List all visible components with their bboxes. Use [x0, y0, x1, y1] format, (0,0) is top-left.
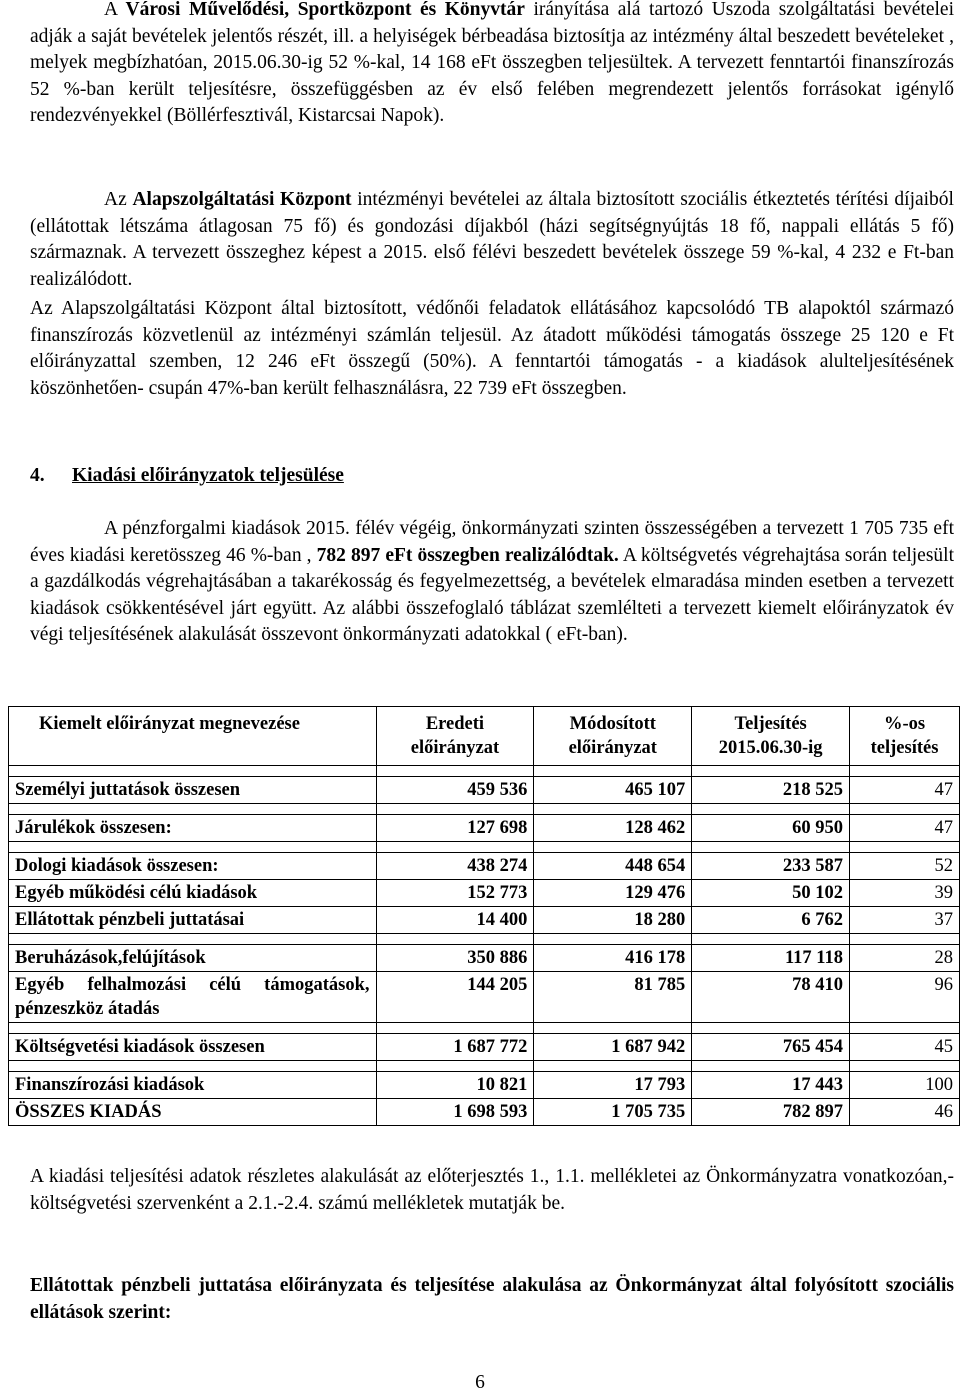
row-actual: 6 762: [692, 907, 850, 934]
institution-name: Alapszolgáltatási Központ: [132, 189, 352, 210]
row-original: 10 821: [376, 1072, 534, 1099]
row-modified: 17 793: [534, 1072, 692, 1099]
spacer-row: [9, 804, 960, 815]
header-percent: %-os teljesítés: [850, 707, 960, 766]
row-original: 459 536: [376, 777, 534, 804]
header-original: Eredeti előirányzat: [376, 707, 534, 766]
row-name: Egyéb működési célú kiadások: [9, 880, 377, 907]
header-name: Kiemelt előirányzat megnevezése: [9, 707, 377, 766]
row-name: Járulékok összesen:: [9, 815, 377, 842]
row-percent: 96: [850, 972, 960, 1023]
row-percent: 47: [850, 777, 960, 804]
section-number: 4.: [30, 465, 45, 486]
row-percent: 46: [850, 1099, 960, 1126]
table-row: [9, 777, 960, 804]
spacer-row: [9, 934, 960, 945]
spacer-row: [9, 1023, 960, 1034]
row-percent: 39: [850, 880, 960, 907]
row-name: Személyi juttatások összesen: [9, 777, 377, 804]
section-title: Kiadási előirányzatok teljesülése: [72, 465, 344, 486]
table-header-row: [9, 707, 960, 766]
row-percent: 28: [850, 945, 960, 972]
row-original: 152 773: [376, 880, 534, 907]
row-actual: 765 454: [692, 1034, 850, 1061]
row-original: 438 274: [376, 853, 534, 880]
table-row: [9, 1072, 960, 1099]
row-name: ÖSSZES KIADÁS: [9, 1099, 377, 1126]
table-row-total: [9, 1099, 960, 1126]
table-row: [9, 880, 960, 907]
table-row: [9, 972, 960, 1023]
row-modified: 448 654: [534, 853, 692, 880]
row-original: 1 687 772: [376, 1034, 534, 1061]
spacer-row: [9, 766, 960, 777]
spacer-row: [9, 1061, 960, 1072]
row-modified: 416 178: [534, 945, 692, 972]
paragraph-uszoda: A Városi Művelődési, Sportközpont és Könyvtár irányítása alá tartozó Uszoda szolgáltatási bevételei adják a saját bevételek jelentős részét, ill. a helyiségek bérbeadása biztosítja az intézmény által beszedett bevételeket , melyek megbízhatóan, 2015.06.30-ig 52 %-kal, 14 168 eFt összegben teljesültek. A tervezett fenntartói finanszírozás 52 %-ban került teljesítésre, összefüggésben az év első felében megrendezett jelentős forrásokat igénylő rendezvényekkel (Böllérfesztivál, Kistarcsai Napok).: [30, 0, 954, 126]
realized-amount: 782 897 eFt összegben realizálódtak.: [316, 544, 619, 566]
row-percent: 52: [850, 853, 960, 880]
row-modified: 1 687 942: [534, 1034, 692, 1061]
row-modified: 128 462: [534, 815, 692, 842]
row-actual: 50 102: [692, 880, 850, 907]
table-row: [9, 815, 960, 842]
row-actual: 782 897: [692, 1099, 850, 1126]
row-modified: 81 785: [534, 972, 692, 1023]
section-heading: [30, 463, 344, 489]
page-number: 6: [475, 1372, 485, 1393]
row-name: Finanszírozási kiadások: [9, 1072, 377, 1099]
row-original: 1 698 593: [376, 1099, 534, 1126]
table-row: [9, 853, 960, 880]
row-original: 350 886: [376, 945, 534, 972]
row-original: 144 205: [376, 972, 534, 1023]
row-modified: 18 280: [534, 907, 692, 934]
row-name: Költségvetési kiadások összesen: [9, 1034, 377, 1061]
row-name: Ellátottak pénzbeli juttatásai: [9, 907, 377, 934]
row-original: 127 698: [376, 815, 534, 842]
row-percent: 37: [850, 907, 960, 934]
table-row: [9, 945, 960, 972]
row-actual: 60 950: [692, 815, 850, 842]
table-row: [9, 907, 960, 934]
paragraph-annex-reference: A kiadási teljesítési adatok részletes alakulását az előterjesztés 1., 1.1. mellékletei az Önkormányzatra vonatkozóan,- költségvetési szervenként a 2.1.-2.4. számú mellékletek mutatják be.: [30, 1166, 954, 1214]
row-actual: 218 525: [692, 777, 850, 804]
paragraph-vedonoi-funding: Az Alapszolgáltatási Központ által biztosított, védőnői feladatok ellátásához kapcsolódó TB alapoktól származó finanszírozás közvetlenül az intézményi számlán teljesül. Az átadott működési támogatás összege 25 120 e Ft előirányzattal szemben, 12 246 eFt összegű (50%). A fenntartói támogatás - a kiadások alulteljesítésének köszönhetően- csupán 47%-ban került felhasználásra, 22 739 eFt összegben.: [30, 298, 954, 399]
row-name: Beruházások,felújítások: [9, 945, 377, 972]
row-actual: 78 410: [692, 972, 850, 1023]
row-actual: 117 118: [692, 945, 850, 972]
row-percent: 100: [850, 1072, 960, 1099]
row-original: 14 400: [376, 907, 534, 934]
spacer-row: [9, 842, 960, 853]
paragraph-expenditure-summary: A pénzforgalmi kiadások 2015. félév végéig, önkormányzati szinten összességében a tervezett 1 705 735 eft éves kiadási keretösszeg 46 %-ban , 782 897 eFt összegben realizálódtak. A költségvetés végrehajtása során teljesült a gazdálkodás végrehajtásában a takarékosság és fegyelmezettség, a bevételek elmaradása minden esetben a tervezett kiadások csökkentésével járt együtt. Az alábbi összefoglaló táblázat szemlélteti a tervezett kiemelt előirányzatok év végi teljesítésének alakulását összevont önkormányzati adatokkal ( eFt-ban).: [30, 518, 954, 645]
row-actual: 17 443: [692, 1072, 850, 1099]
institution-name: Városi Művelődési, Sportközpont és Könyvtár: [125, 0, 525, 20]
row-actual: 233 587: [692, 853, 850, 880]
expenditure-table: [8, 706, 960, 1126]
row-modified: 1 705 735: [534, 1099, 692, 1126]
row-percent: 47: [850, 815, 960, 842]
paragraph-benefits-heading: Ellátottak pénzbeli juttatása előirányzata és teljesítése alakulása az Önkormányzat által folyósított szociális ellátások szerint:: [30, 1275, 954, 1323]
header-actual: Teljesítés 2015.06.30-ig: [692, 707, 850, 766]
header-modified: Módosított előirányzat: [534, 707, 692, 766]
row-modified: 465 107: [534, 777, 692, 804]
row-modified: 129 476: [534, 880, 692, 907]
row-percent: 45: [850, 1034, 960, 1061]
table-row: [9, 1034, 960, 1061]
row-name: Dologi kiadások összesen:: [9, 853, 377, 880]
row-name: Egyéb felhalmozási célú támogatások, pénzeszköz átadás: [9, 972, 377, 1023]
paragraph-alapszolgaltatasi-income: Az Alapszolgáltatási Központ intézményi bevételei az általa biztosított szociális étkeztetés térítési díjaiból (ellátottak létszáma átlagosan 75 fő) és gondozási díjakból (házi segítségnyújtás 18 fő, nappali ellátás 5 fő) származnak. A tervezett összeghez képest a 2015. első félévi beszedett bevételek összege 59 %-kal, 4 232 e Ft-ban realizálódott.: [30, 189, 954, 290]
